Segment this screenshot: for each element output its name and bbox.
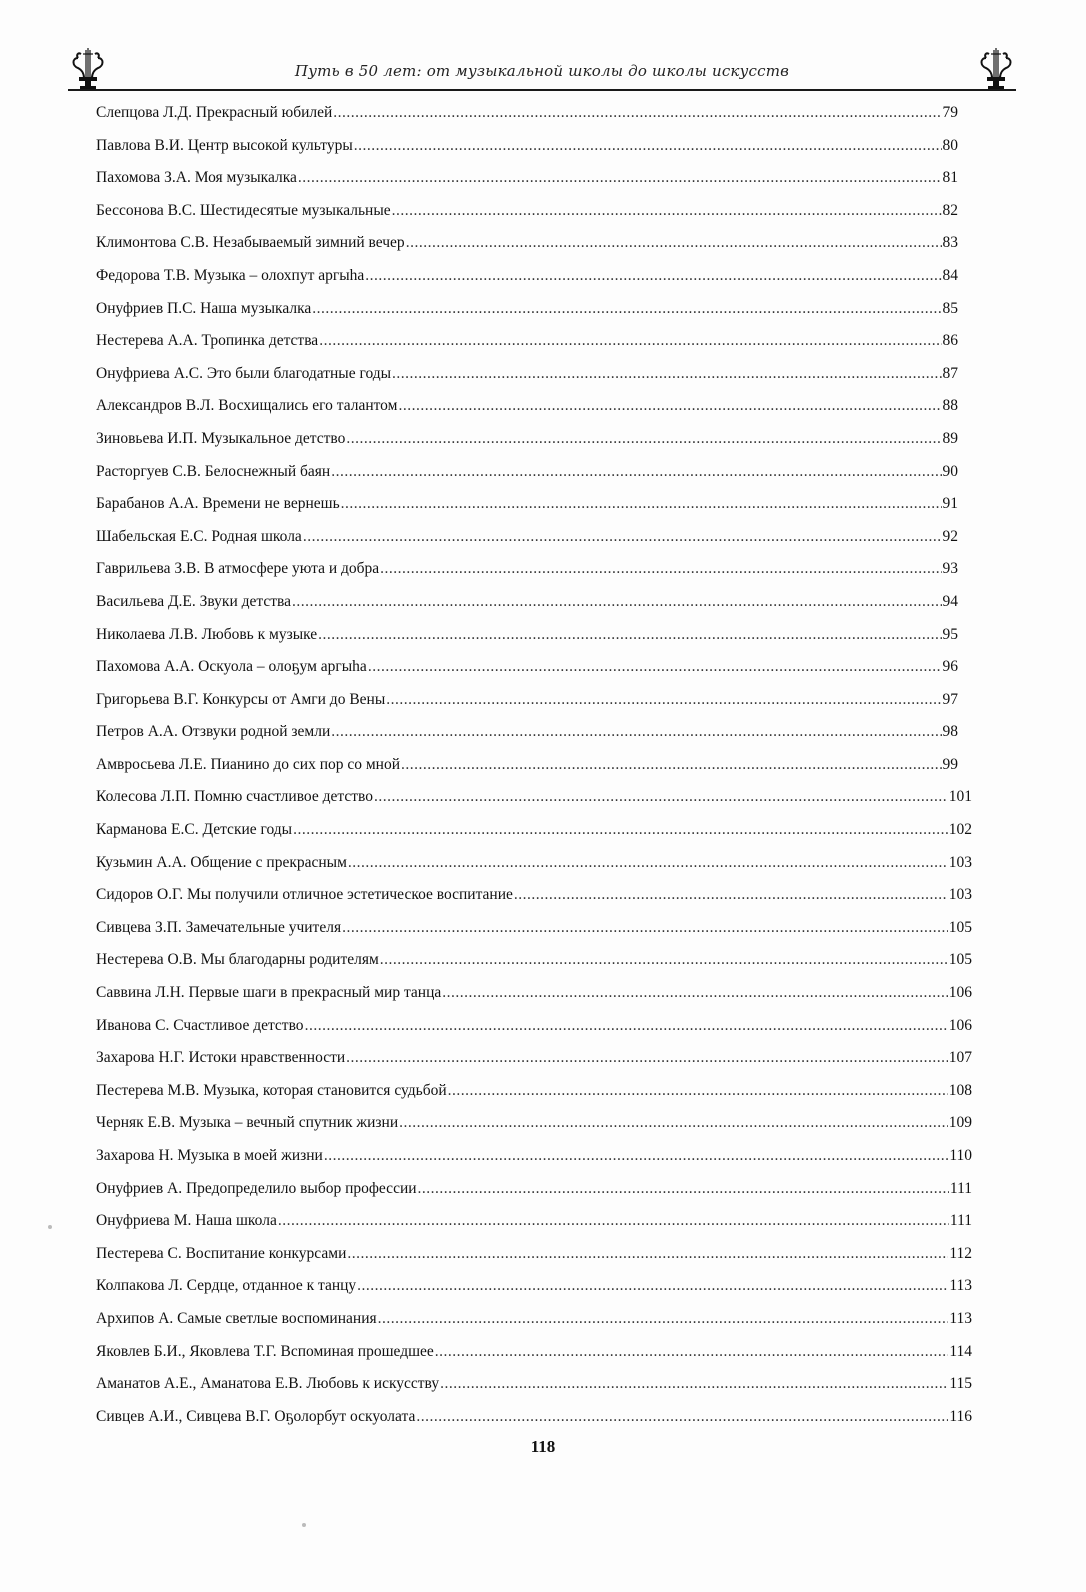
toc-entry[interactable] xyxy=(96,233,972,266)
toc-entry-page: 97 xyxy=(942,690,958,708)
toc-entry-title: Колпакова Л. Сердце, отданное к танцу xyxy=(96,1277,357,1295)
toc-entry[interactable] xyxy=(96,625,972,658)
toc-entry-title: Кузьмин А.А. Общение с прекрасным xyxy=(96,853,347,871)
dot-leader xyxy=(514,885,948,905)
toc-entry-page: 99 xyxy=(942,755,958,773)
toc-entry[interactable] xyxy=(96,266,972,299)
toc-entry-title: Захарова Н. Музыка в моей жизни xyxy=(96,1147,323,1164)
dot-leader xyxy=(318,625,941,645)
toc-entry-title: Николаева Л.В. Любовь к музыке xyxy=(96,625,318,643)
toc-entry[interactable] xyxy=(96,1016,972,1049)
toc-entry[interactable] xyxy=(96,885,972,918)
toc-entry-page: 105 xyxy=(948,918,972,936)
lyre-icon xyxy=(976,46,1016,90)
toc-entry-page: 113 xyxy=(949,1277,972,1295)
toc-entry-title: Григорьева В.Г. Конкурсы от Амги до Вены xyxy=(96,690,386,708)
toc-entry-page: 113 xyxy=(949,1309,972,1327)
toc-entry-page: 102 xyxy=(948,821,972,839)
header-divider xyxy=(68,89,1016,91)
toc-entry-page: 83 xyxy=(942,234,958,252)
toc-entry-title: Иванова С. Счастливое детство xyxy=(96,1016,304,1034)
dot-leader xyxy=(406,233,942,253)
dot-leader xyxy=(374,787,948,807)
toc-entry-title: Расторгуев С.В. Белоснежный баян xyxy=(96,462,331,480)
toc-entry-page: 82 xyxy=(942,201,958,219)
scan-speck xyxy=(48,1225,52,1229)
toc-entry-page: 106 xyxy=(948,984,972,1002)
toc-entry[interactable] xyxy=(96,1309,972,1342)
dot-leader xyxy=(418,1179,949,1199)
toc-entry[interactable] xyxy=(96,950,972,983)
page-number: 118 xyxy=(530,1437,556,1456)
toc-entry[interactable] xyxy=(96,364,972,397)
dot-leader xyxy=(357,1276,948,1296)
toc-entry-page: 80 xyxy=(942,136,958,154)
toc-entry[interactable] xyxy=(96,1407,972,1440)
dot-leader xyxy=(348,853,948,873)
toc-entry-page: 86 xyxy=(942,332,958,350)
dot-leader xyxy=(392,201,942,221)
toc-entry[interactable] xyxy=(96,396,972,429)
toc-entry-title: Аманатов А.Е., Аманатова Е.В. Любовь к искусству xyxy=(96,1375,440,1393)
toc-entry-title: Архипов А. Самые светлые воспоминания xyxy=(96,1309,377,1327)
toc-entry[interactable] xyxy=(96,820,972,853)
dot-leader xyxy=(331,462,941,482)
toc-entry-title: Амвросьева Л.Е. Пианино до сих пор со мной xyxy=(96,755,401,773)
toc-entry-page: 88 xyxy=(942,397,958,415)
toc-entry-title: Саввина Л.Н. Первые шаги в прекрасный мир танца xyxy=(96,984,442,1002)
toc-entry[interactable] xyxy=(96,429,972,462)
toc-entry-title: Карманова Е.С. Детские годы xyxy=(96,821,293,839)
toc-entry[interactable] xyxy=(96,494,972,527)
dot-leader xyxy=(392,364,941,384)
toc-entry[interactable] xyxy=(96,1048,972,1081)
toc-entry-title: Онуфриев П.С. Наша музыкалка xyxy=(96,299,312,317)
toc-entry-page: 93 xyxy=(942,560,958,578)
dot-leader xyxy=(399,1113,948,1133)
toc-entry-title: Онуфриева А.С. Это были благодатные годы xyxy=(96,364,392,382)
toc-entry[interactable] xyxy=(96,1179,972,1212)
toc-entry-page: 103 xyxy=(948,853,972,871)
dot-leader xyxy=(440,1374,948,1394)
toc-entry-title: Сивцева З.П. Замечательные учителя xyxy=(96,918,342,936)
toc-entry[interactable] xyxy=(96,918,972,951)
dot-leader xyxy=(416,1407,948,1427)
toc-entry[interactable] xyxy=(96,657,972,690)
toc-entry[interactable] xyxy=(96,462,972,495)
toc-entry[interactable] xyxy=(96,559,972,592)
scan-speck xyxy=(302,1523,306,1527)
toc-entry-page: 91 xyxy=(942,495,958,513)
toc-entry-page: 101 xyxy=(948,788,972,806)
toc-entry[interactable] xyxy=(96,1374,972,1407)
dot-leader xyxy=(347,1244,948,1264)
toc-entry[interactable] xyxy=(96,592,972,625)
toc-entry-title: Слепцова Л.Д. Прекрасный юбилей xyxy=(96,104,333,121)
toc-entry-title: Федорова Т.В. Музыка – олохпут аргыһа xyxy=(96,266,365,284)
toc-entry[interactable] xyxy=(96,1244,972,1277)
toc-entry-title: Нестерева О.В. Мы благодарны родителям xyxy=(96,951,379,969)
table-of-contents xyxy=(96,103,972,1439)
toc-entry-page: 109 xyxy=(948,1114,972,1132)
toc-entry-page: 90 xyxy=(942,462,958,480)
toc-entry-page: 108 xyxy=(948,1081,972,1099)
toc-entry-page: 116 xyxy=(949,1407,972,1425)
dot-leader xyxy=(368,657,942,677)
dot-leader xyxy=(333,103,941,123)
toc-entry[interactable] xyxy=(96,299,972,332)
toc-entry-page: 89 xyxy=(942,429,958,447)
toc-entry[interactable] xyxy=(96,1211,972,1244)
dot-leader xyxy=(278,1211,949,1231)
toc-entry-page: 84 xyxy=(942,266,958,284)
toc-entry-page: 103 xyxy=(948,886,972,904)
toc-entry-page: 114 xyxy=(949,1342,972,1360)
dot-leader xyxy=(378,1309,949,1329)
toc-entry-title: Яковлев Б.И., Яковлева Т.Г. Вспоминая прошедшее xyxy=(96,1342,434,1360)
dot-leader xyxy=(341,494,942,514)
toc-entry-title: Пестерева С. Воспитание конкурсами xyxy=(96,1244,347,1262)
dot-leader xyxy=(346,1048,948,1068)
dot-leader xyxy=(380,559,941,579)
toc-entry-page: 110 xyxy=(949,1147,972,1164)
toc-entry-page: 79 xyxy=(942,104,958,121)
toc-entry-page: 92 xyxy=(942,527,958,545)
toc-entry-title: Захарова Н.Г. Истоки нравственности xyxy=(96,1049,346,1067)
dot-leader xyxy=(448,1081,948,1101)
toc-entry-title: Климонтова С.В. Незабываемый зимний вечер xyxy=(96,234,405,252)
toc-entry-title: Бессонова В.С. Шестидесятые музыкальные xyxy=(96,201,391,219)
dot-leader xyxy=(380,950,948,970)
toc-entry-title: Пахомова А.А. Оскуола – олоҕум аргыһа xyxy=(96,658,367,676)
toc-entry[interactable] xyxy=(96,853,972,886)
toc-entry-page: 111 xyxy=(949,1212,972,1230)
toc-entry-page: 94 xyxy=(942,592,958,610)
toc-entry[interactable] xyxy=(96,168,972,201)
toc-entry-title: Гаврильева З.В. В атмосфере уюта и добра xyxy=(96,560,380,578)
toc-entry-page: 87 xyxy=(942,364,958,382)
running-header xyxy=(68,46,1016,92)
dot-leader xyxy=(365,266,941,286)
toc-entry-title: Колесова Л.П. Помню счастливое детство xyxy=(96,788,373,806)
dot-leader xyxy=(342,918,948,938)
toc-entry-title: Барабанов А.А. Времени не вернешь xyxy=(96,495,340,513)
toc-entry-title: Черняк Е.В. Музыка – вечный спутник жизни xyxy=(96,1114,399,1132)
toc-entry-page: 105 xyxy=(948,951,972,969)
toc-entry[interactable] xyxy=(96,201,972,234)
dot-leader xyxy=(442,983,947,1003)
toc-entry-title: Петров А.А. Отзвуки родной земли xyxy=(96,723,331,741)
dot-leader xyxy=(331,722,941,742)
toc-entry-title: Зиновьева И.П. Музыкальное детство xyxy=(96,429,346,447)
dot-leader xyxy=(354,136,942,156)
toc-entry-page: 112 xyxy=(949,1244,972,1262)
toc-entry[interactable] xyxy=(96,331,972,364)
dot-leader xyxy=(401,755,941,775)
dot-leader xyxy=(303,527,942,547)
toc-entry-title: Шабельская Е.С. Родная школа xyxy=(96,527,302,545)
dot-leader xyxy=(292,592,942,612)
toc-entry[interactable] xyxy=(96,136,972,169)
dot-leader xyxy=(293,820,948,840)
toc-entry-page: 107 xyxy=(948,1049,972,1067)
toc-entry[interactable] xyxy=(96,983,972,1016)
toc-entry-title: Васильева Д.Е. Звуки детства xyxy=(96,592,291,610)
toc-entry[interactable] xyxy=(96,1113,972,1146)
toc-entry[interactable] xyxy=(96,755,972,788)
dot-leader xyxy=(435,1342,949,1362)
dot-leader xyxy=(298,168,942,188)
toc-entry-title: Сивцев А.И., Сивцева В.Г. Оҕолорбут оскуолата xyxy=(96,1407,416,1425)
toc-entry-page: 81 xyxy=(942,169,958,187)
toc-entry-page: 111 xyxy=(949,1179,972,1197)
dot-leader xyxy=(398,396,941,416)
toc-entry-page: 85 xyxy=(942,299,958,317)
dot-leader xyxy=(346,429,941,449)
toc-entry-page: 98 xyxy=(942,723,958,741)
toc-entry[interactable] xyxy=(96,787,972,820)
toc-entry-page: 115 xyxy=(949,1375,972,1393)
toc-entry-title: Нестерева А.А. Тропинка детства xyxy=(96,332,319,350)
toc-entry[interactable] xyxy=(96,1276,972,1309)
toc-entry-title: Александров В.Л. Восхищались его талантом xyxy=(96,397,398,415)
toc-entry-title: Онуфриева М. Наша школа xyxy=(96,1212,277,1230)
toc-entry-title: Онуфриев А. Предопределило выбор профессии xyxy=(96,1179,417,1197)
toc-entry-page: 106 xyxy=(948,1016,972,1034)
dot-leader xyxy=(386,690,941,710)
toc-entry-page: 96 xyxy=(942,658,958,676)
toc-entry-page: 95 xyxy=(942,625,958,643)
toc-entry[interactable] xyxy=(96,527,972,560)
dot-leader xyxy=(324,1146,948,1166)
toc-entry[interactable] xyxy=(96,1146,972,1179)
toc-entry-title: Пахомова З.А. Моя музыкалка xyxy=(96,169,297,187)
dot-leader xyxy=(319,331,941,351)
toc-entry[interactable] xyxy=(96,690,972,723)
toc-entry[interactable] xyxy=(96,1342,972,1375)
dot-leader xyxy=(305,1016,948,1036)
toc-entry[interactable] xyxy=(96,1081,972,1114)
dot-leader xyxy=(312,299,941,319)
toc-entry-title: Пестерева М.В. Музыка, которая становится судьбой xyxy=(96,1081,447,1099)
toc-entry[interactable] xyxy=(96,103,972,136)
toc-entry-title: Павлова В.И. Центр высокой культуры xyxy=(96,136,353,154)
toc-entry-title: Сидоров О.Г. Мы получили отличное эстетическое воспитание xyxy=(96,886,513,904)
toc-entry[interactable] xyxy=(96,722,972,755)
header-title: Путь в 50 лет: от музыкальной школы до школы искусств xyxy=(294,62,790,80)
